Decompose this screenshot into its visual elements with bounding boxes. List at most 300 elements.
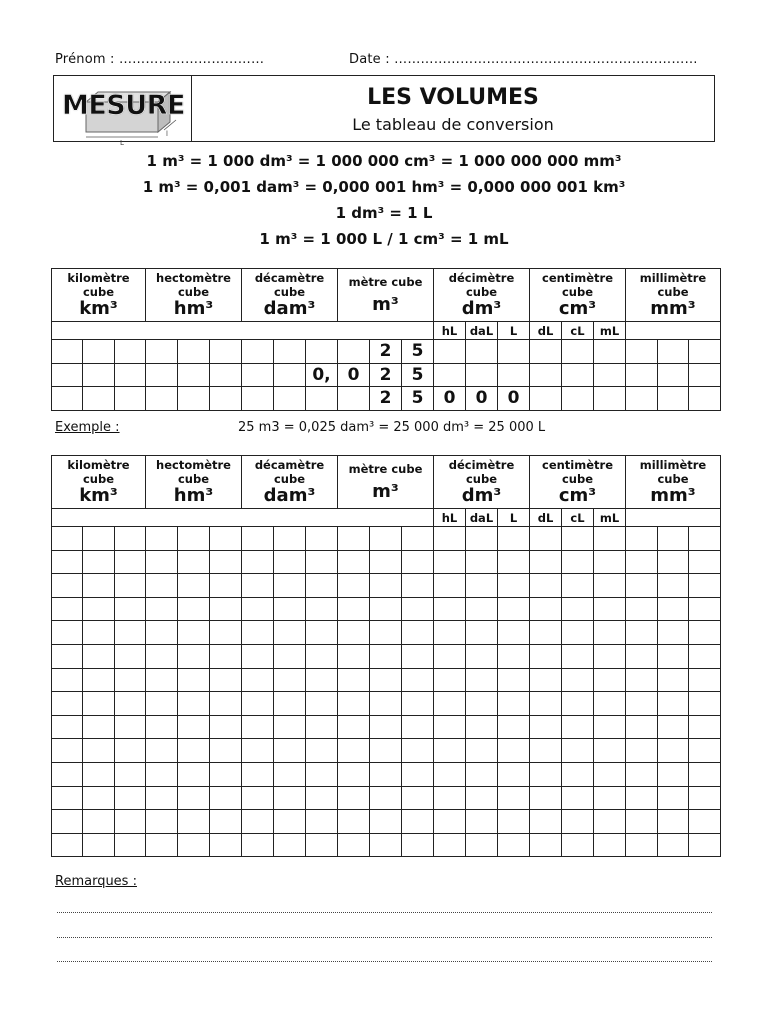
digit-cell[interactable] bbox=[562, 833, 594, 857]
digit-cell[interactable] bbox=[626, 597, 658, 621]
digit-cell[interactable] bbox=[562, 340, 594, 364]
digit-cell[interactable] bbox=[689, 644, 721, 668]
digit-cell[interactable] bbox=[370, 597, 402, 621]
digit-cell[interactable] bbox=[338, 739, 370, 763]
digit-cell[interactable] bbox=[402, 786, 434, 810]
digit-cell[interactable] bbox=[338, 762, 370, 786]
digit-cell[interactable] bbox=[242, 340, 274, 364]
digit-cell[interactable] bbox=[146, 527, 178, 551]
digit-cell[interactable] bbox=[689, 363, 721, 387]
digit-cell[interactable] bbox=[115, 597, 146, 621]
digit-cell[interactable] bbox=[562, 387, 594, 411]
digit-cell[interactable] bbox=[146, 340, 178, 364]
digit-cell[interactable] bbox=[83, 644, 115, 668]
digit-cell[interactable] bbox=[434, 786, 466, 810]
digit-cell[interactable] bbox=[658, 692, 689, 716]
digit-cell[interactable] bbox=[658, 550, 689, 574]
digit-cell[interactable] bbox=[83, 387, 115, 411]
digit-cell[interactable] bbox=[370, 644, 402, 668]
digit-cell[interactable] bbox=[52, 597, 83, 621]
digit-cell[interactable] bbox=[370, 786, 402, 810]
digit-cell[interactable] bbox=[274, 762, 306, 786]
digit-cell[interactable] bbox=[562, 668, 594, 692]
digit-cell[interactable] bbox=[658, 621, 689, 645]
digit-cell[interactable] bbox=[242, 833, 274, 857]
digit-cell[interactable] bbox=[658, 597, 689, 621]
digit-cell[interactable] bbox=[402, 644, 434, 668]
digit-cell[interactable] bbox=[338, 597, 370, 621]
digit-cell[interactable] bbox=[594, 574, 626, 598]
digit-cell[interactable] bbox=[338, 833, 370, 857]
digit-cell[interactable] bbox=[562, 621, 594, 645]
digit-cell[interactable] bbox=[658, 574, 689, 598]
digit-cell[interactable] bbox=[274, 668, 306, 692]
digit-cell[interactable] bbox=[594, 715, 626, 739]
digit-cell[interactable] bbox=[83, 550, 115, 574]
digit-cell[interactable] bbox=[594, 786, 626, 810]
digit-cell[interactable] bbox=[594, 597, 626, 621]
digit-cell[interactable] bbox=[434, 340, 466, 364]
digit-cell[interactable] bbox=[594, 692, 626, 716]
digit-cell[interactable] bbox=[178, 597, 210, 621]
digit-cell[interactable] bbox=[52, 668, 83, 692]
digit-cell[interactable] bbox=[402, 527, 434, 551]
digit-cell[interactable] bbox=[52, 810, 83, 834]
digit-cell[interactable] bbox=[626, 762, 658, 786]
digit-cell[interactable] bbox=[530, 621, 562, 645]
digit-cell[interactable] bbox=[306, 810, 338, 834]
digit-cell[interactable] bbox=[434, 527, 466, 551]
digit-cell[interactable] bbox=[626, 739, 658, 763]
digit-cell[interactable] bbox=[658, 363, 689, 387]
digit-cell[interactable] bbox=[434, 692, 466, 716]
digit-cell[interactable] bbox=[530, 550, 562, 574]
digit-cell[interactable] bbox=[626, 387, 658, 411]
digit-cell[interactable] bbox=[210, 786, 242, 810]
digit-cell[interactable] bbox=[338, 574, 370, 598]
digit-cell[interactable] bbox=[530, 786, 562, 810]
digit-cell[interactable] bbox=[306, 597, 338, 621]
digit-cell[interactable] bbox=[594, 739, 626, 763]
digit-cell[interactable] bbox=[146, 597, 178, 621]
digit-cell[interactable] bbox=[178, 340, 210, 364]
digit-cell[interactable] bbox=[498, 597, 530, 621]
digit-cell[interactable] bbox=[402, 597, 434, 621]
digit-cell[interactable] bbox=[115, 550, 146, 574]
digit-cell[interactable] bbox=[115, 574, 146, 598]
digit-cell[interactable] bbox=[306, 762, 338, 786]
digit-cell[interactable] bbox=[274, 550, 306, 574]
digit-cell[interactable]: 0 bbox=[498, 387, 530, 411]
digit-cell[interactable] bbox=[594, 621, 626, 645]
digit-cell[interactable] bbox=[626, 715, 658, 739]
digit-cell[interactable] bbox=[594, 810, 626, 834]
digit-cell[interactable] bbox=[434, 833, 466, 857]
digit-cell[interactable] bbox=[658, 739, 689, 763]
digit-cell[interactable]: 0, bbox=[306, 363, 338, 387]
digit-cell[interactable] bbox=[562, 363, 594, 387]
digit-cell[interactable] bbox=[498, 527, 530, 551]
digit-cell[interactable] bbox=[52, 715, 83, 739]
digit-cell[interactable]: 2 bbox=[370, 340, 402, 364]
digit-cell[interactable] bbox=[530, 527, 562, 551]
digit-cell[interactable] bbox=[562, 715, 594, 739]
digit-cell[interactable] bbox=[594, 644, 626, 668]
digit-cell[interactable] bbox=[210, 574, 242, 598]
digit-cell[interactable] bbox=[242, 574, 274, 598]
digit-cell[interactable] bbox=[242, 597, 274, 621]
digit-cell[interactable] bbox=[626, 363, 658, 387]
digit-cell[interactable] bbox=[178, 692, 210, 716]
digit-cell[interactable] bbox=[52, 340, 83, 364]
digit-cell[interactable] bbox=[338, 668, 370, 692]
digit-cell[interactable] bbox=[689, 692, 721, 716]
digit-cell[interactable] bbox=[274, 363, 306, 387]
digit-cell[interactable]: 0 bbox=[466, 387, 498, 411]
digit-cell[interactable] bbox=[434, 739, 466, 763]
digit-cell[interactable] bbox=[562, 810, 594, 834]
digit-cell[interactable] bbox=[242, 692, 274, 716]
digit-cell[interactable] bbox=[626, 550, 658, 574]
digit-cell[interactable] bbox=[210, 621, 242, 645]
digit-cell[interactable] bbox=[562, 786, 594, 810]
digit-cell[interactable] bbox=[115, 621, 146, 645]
digit-cell[interactable] bbox=[562, 762, 594, 786]
digit-cell[interactable] bbox=[434, 597, 466, 621]
digit-cell[interactable] bbox=[594, 363, 626, 387]
digit-cell[interactable] bbox=[146, 387, 178, 411]
digit-cell[interactable] bbox=[306, 692, 338, 716]
digit-cell[interactable] bbox=[210, 363, 242, 387]
digit-cell[interactable] bbox=[466, 715, 498, 739]
digit-cell[interactable] bbox=[306, 527, 338, 551]
digit-cell[interactable] bbox=[626, 810, 658, 834]
digit-cell[interactable] bbox=[83, 786, 115, 810]
digit-cell[interactable] bbox=[146, 692, 178, 716]
digit-cell[interactable] bbox=[498, 786, 530, 810]
digit-cell[interactable] bbox=[689, 715, 721, 739]
digit-cell[interactable]: 2 bbox=[370, 387, 402, 411]
digit-cell[interactable] bbox=[210, 527, 242, 551]
digit-cell[interactable] bbox=[146, 833, 178, 857]
digit-cell[interactable] bbox=[146, 574, 178, 598]
digit-cell[interactable] bbox=[594, 527, 626, 551]
digit-cell[interactable] bbox=[306, 387, 338, 411]
digit-cell[interactable] bbox=[178, 550, 210, 574]
digit-cell[interactable] bbox=[338, 715, 370, 739]
digit-cell[interactable] bbox=[242, 786, 274, 810]
digit-cell[interactable] bbox=[498, 810, 530, 834]
digit-cell[interactable] bbox=[658, 340, 689, 364]
digit-cell[interactable] bbox=[562, 597, 594, 621]
digit-cell[interactable] bbox=[562, 550, 594, 574]
digit-cell[interactable] bbox=[115, 739, 146, 763]
digit-cell[interactable] bbox=[689, 621, 721, 645]
digit-cell[interactable] bbox=[530, 762, 562, 786]
digit-cell[interactable] bbox=[658, 387, 689, 411]
digit-cell[interactable] bbox=[658, 786, 689, 810]
digit-cell[interactable] bbox=[210, 387, 242, 411]
digit-cell[interactable] bbox=[402, 692, 434, 716]
digit-cell[interactable] bbox=[530, 810, 562, 834]
digit-cell[interactable] bbox=[402, 715, 434, 739]
digit-cell[interactable] bbox=[466, 833, 498, 857]
digit-cell[interactable] bbox=[146, 762, 178, 786]
digit-cell[interactable] bbox=[562, 739, 594, 763]
digit-cell[interactable] bbox=[530, 574, 562, 598]
digit-cell[interactable] bbox=[562, 692, 594, 716]
digit-cell[interactable] bbox=[626, 574, 658, 598]
digit-cell[interactable] bbox=[338, 527, 370, 551]
digit-cell[interactable] bbox=[178, 574, 210, 598]
digit-cell[interactable] bbox=[466, 786, 498, 810]
digit-cell[interactable] bbox=[530, 668, 562, 692]
digit-cell[interactable] bbox=[370, 668, 402, 692]
digit-cell[interactable] bbox=[146, 786, 178, 810]
digit-cell[interactable] bbox=[306, 644, 338, 668]
digit-cell[interactable] bbox=[210, 550, 242, 574]
digit-cell[interactable] bbox=[498, 692, 530, 716]
digit-cell[interactable] bbox=[658, 762, 689, 786]
digit-cell[interactable] bbox=[530, 597, 562, 621]
digit-cell[interactable] bbox=[274, 786, 306, 810]
digit-cell[interactable] bbox=[689, 387, 721, 411]
digit-cell[interactable] bbox=[146, 739, 178, 763]
digit-cell[interactable] bbox=[689, 786, 721, 810]
digit-cell[interactable] bbox=[242, 363, 274, 387]
digit-cell[interactable] bbox=[274, 644, 306, 668]
digit-cell[interactable] bbox=[83, 715, 115, 739]
digit-cell[interactable] bbox=[178, 387, 210, 411]
digit-cell[interactable] bbox=[83, 574, 115, 598]
digit-cell[interactable] bbox=[402, 621, 434, 645]
digit-cell[interactable] bbox=[594, 668, 626, 692]
digit-cell[interactable] bbox=[338, 786, 370, 810]
digit-cell[interactable] bbox=[146, 715, 178, 739]
digit-cell[interactable] bbox=[338, 692, 370, 716]
digit-cell[interactable] bbox=[146, 550, 178, 574]
digit-cell[interactable] bbox=[146, 363, 178, 387]
digit-cell[interactable] bbox=[498, 762, 530, 786]
digit-cell[interactable] bbox=[146, 668, 178, 692]
digit-cell[interactable] bbox=[274, 692, 306, 716]
digit-cell[interactable] bbox=[178, 739, 210, 763]
digit-cell[interactable] bbox=[530, 340, 562, 364]
digit-cell[interactable] bbox=[274, 833, 306, 857]
digit-cell[interactable] bbox=[466, 739, 498, 763]
digit-cell[interactable] bbox=[274, 597, 306, 621]
digit-cell[interactable] bbox=[466, 621, 498, 645]
digit-cell[interactable] bbox=[210, 644, 242, 668]
digit-cell[interactable] bbox=[466, 527, 498, 551]
digit-cell[interactable] bbox=[338, 644, 370, 668]
digit-cell[interactable] bbox=[242, 810, 274, 834]
digit-cell[interactable] bbox=[210, 692, 242, 716]
digit-cell[interactable] bbox=[626, 340, 658, 364]
digit-cell[interactable] bbox=[83, 597, 115, 621]
digit-cell[interactable] bbox=[210, 762, 242, 786]
digit-cell[interactable] bbox=[52, 692, 83, 716]
digit-cell[interactable] bbox=[402, 550, 434, 574]
digit-cell[interactable] bbox=[115, 762, 146, 786]
digit-cell[interactable]: 5 bbox=[402, 387, 434, 411]
digit-cell[interactable] bbox=[210, 597, 242, 621]
digit-cell[interactable] bbox=[658, 527, 689, 551]
digit-cell[interactable] bbox=[658, 833, 689, 857]
digit-cell[interactable] bbox=[402, 762, 434, 786]
digit-cell[interactable] bbox=[306, 550, 338, 574]
digit-cell[interactable] bbox=[178, 668, 210, 692]
digit-cell[interactable] bbox=[626, 692, 658, 716]
digit-cell[interactable] bbox=[115, 810, 146, 834]
digit-cell[interactable] bbox=[178, 363, 210, 387]
digit-cell[interactable] bbox=[338, 387, 370, 411]
digit-cell[interactable] bbox=[594, 550, 626, 574]
digit-cell[interactable] bbox=[178, 762, 210, 786]
digit-cell[interactable] bbox=[178, 644, 210, 668]
digit-cell[interactable] bbox=[115, 644, 146, 668]
digit-cell[interactable] bbox=[434, 363, 466, 387]
digit-cell[interactable] bbox=[115, 668, 146, 692]
digit-cell[interactable] bbox=[689, 527, 721, 551]
digit-cell[interactable] bbox=[466, 668, 498, 692]
digit-cell[interactable] bbox=[83, 692, 115, 716]
digit-cell[interactable] bbox=[274, 527, 306, 551]
digit-cell[interactable] bbox=[338, 340, 370, 364]
digit-cell[interactable] bbox=[370, 739, 402, 763]
digit-cell[interactable] bbox=[306, 621, 338, 645]
digit-cell[interactable] bbox=[594, 762, 626, 786]
digit-cell[interactable] bbox=[626, 833, 658, 857]
digit-cell[interactable] bbox=[83, 363, 115, 387]
digit-cell[interactable] bbox=[52, 363, 83, 387]
digit-cell[interactable] bbox=[689, 550, 721, 574]
digit-cell[interactable] bbox=[434, 550, 466, 574]
digit-cell[interactable] bbox=[178, 833, 210, 857]
digit-cell[interactable] bbox=[274, 340, 306, 364]
digit-cell[interactable] bbox=[626, 644, 658, 668]
digit-cell[interactable] bbox=[306, 340, 338, 364]
digit-cell[interactable] bbox=[306, 574, 338, 598]
digit-cell[interactable] bbox=[52, 833, 83, 857]
digit-cell[interactable] bbox=[115, 363, 146, 387]
digit-cell[interactable] bbox=[689, 574, 721, 598]
digit-cell[interactable] bbox=[115, 715, 146, 739]
digit-cell[interactable] bbox=[466, 574, 498, 598]
digit-cell[interactable] bbox=[83, 527, 115, 551]
digit-cell[interactable] bbox=[210, 739, 242, 763]
digit-cell[interactable] bbox=[402, 574, 434, 598]
digit-cell[interactable] bbox=[338, 550, 370, 574]
digit-cell[interactable] bbox=[498, 340, 530, 364]
digit-cell[interactable]: 5 bbox=[402, 340, 434, 364]
digit-cell[interactable] bbox=[306, 833, 338, 857]
digit-cell[interactable] bbox=[530, 833, 562, 857]
digit-cell[interactable] bbox=[210, 668, 242, 692]
digit-cell[interactable] bbox=[562, 527, 594, 551]
digit-cell[interactable] bbox=[562, 644, 594, 668]
digit-cell[interactable] bbox=[242, 715, 274, 739]
digit-cell[interactable] bbox=[594, 387, 626, 411]
digit-cell[interactable] bbox=[146, 621, 178, 645]
digit-cell[interactable] bbox=[242, 644, 274, 668]
digit-cell[interactable] bbox=[242, 527, 274, 551]
digit-cell[interactable] bbox=[370, 833, 402, 857]
digit-cell[interactable] bbox=[434, 621, 466, 645]
remark-line[interactable] bbox=[57, 912, 712, 913]
digit-cell[interactable] bbox=[115, 692, 146, 716]
digit-cell[interactable] bbox=[562, 574, 594, 598]
digit-cell[interactable] bbox=[402, 668, 434, 692]
digit-cell[interactable] bbox=[338, 810, 370, 834]
digit-cell[interactable] bbox=[274, 810, 306, 834]
digit-cell[interactable] bbox=[626, 786, 658, 810]
digit-cell[interactable] bbox=[466, 692, 498, 716]
digit-cell[interactable] bbox=[689, 833, 721, 857]
digit-cell[interactable] bbox=[658, 810, 689, 834]
digit-cell[interactable] bbox=[530, 715, 562, 739]
digit-cell[interactable] bbox=[434, 810, 466, 834]
prenom-field[interactable]: Prénom : …………………………… bbox=[55, 52, 265, 67]
digit-cell[interactable] bbox=[498, 550, 530, 574]
digit-cell[interactable] bbox=[370, 574, 402, 598]
digit-cell[interactable] bbox=[498, 621, 530, 645]
digit-cell[interactable] bbox=[466, 810, 498, 834]
digit-cell[interactable] bbox=[306, 668, 338, 692]
digit-cell[interactable] bbox=[530, 363, 562, 387]
digit-cell[interactable] bbox=[115, 527, 146, 551]
digit-cell[interactable] bbox=[658, 668, 689, 692]
digit-cell[interactable] bbox=[689, 597, 721, 621]
digit-cell[interactable] bbox=[689, 810, 721, 834]
digit-cell[interactable] bbox=[83, 833, 115, 857]
remark-line[interactable] bbox=[57, 961, 712, 962]
digit-cell[interactable] bbox=[370, 550, 402, 574]
digit-cell[interactable] bbox=[402, 833, 434, 857]
digit-cell[interactable] bbox=[178, 715, 210, 739]
digit-cell[interactable] bbox=[210, 810, 242, 834]
digit-cell[interactable] bbox=[466, 340, 498, 364]
digit-cell[interactable] bbox=[594, 340, 626, 364]
digit-cell[interactable] bbox=[83, 762, 115, 786]
digit-cell[interactable] bbox=[626, 527, 658, 551]
digit-cell[interactable] bbox=[115, 387, 146, 411]
digit-cell[interactable] bbox=[498, 833, 530, 857]
digit-cell[interactable] bbox=[402, 739, 434, 763]
digit-cell[interactable] bbox=[178, 786, 210, 810]
digit-cell[interactable] bbox=[242, 621, 274, 645]
digit-cell[interactable] bbox=[530, 692, 562, 716]
digit-cell[interactable] bbox=[83, 810, 115, 834]
digit-cell[interactable] bbox=[466, 363, 498, 387]
digit-cell[interactable] bbox=[594, 833, 626, 857]
digit-cell[interactable]: 2 bbox=[370, 363, 402, 387]
digit-cell[interactable] bbox=[52, 527, 83, 551]
digit-cell[interactable] bbox=[498, 574, 530, 598]
digit-cell[interactable] bbox=[274, 574, 306, 598]
digit-cell[interactable] bbox=[178, 810, 210, 834]
digit-cell[interactable] bbox=[338, 621, 370, 645]
digit-cell[interactable] bbox=[83, 739, 115, 763]
digit-cell[interactable] bbox=[52, 387, 83, 411]
digit-cell[interactable] bbox=[306, 739, 338, 763]
digit-cell[interactable] bbox=[242, 739, 274, 763]
digit-cell[interactable] bbox=[52, 739, 83, 763]
digit-cell[interactable] bbox=[434, 574, 466, 598]
digit-cell[interactable] bbox=[146, 810, 178, 834]
remark-line[interactable] bbox=[57, 937, 712, 938]
digit-cell[interactable] bbox=[370, 762, 402, 786]
